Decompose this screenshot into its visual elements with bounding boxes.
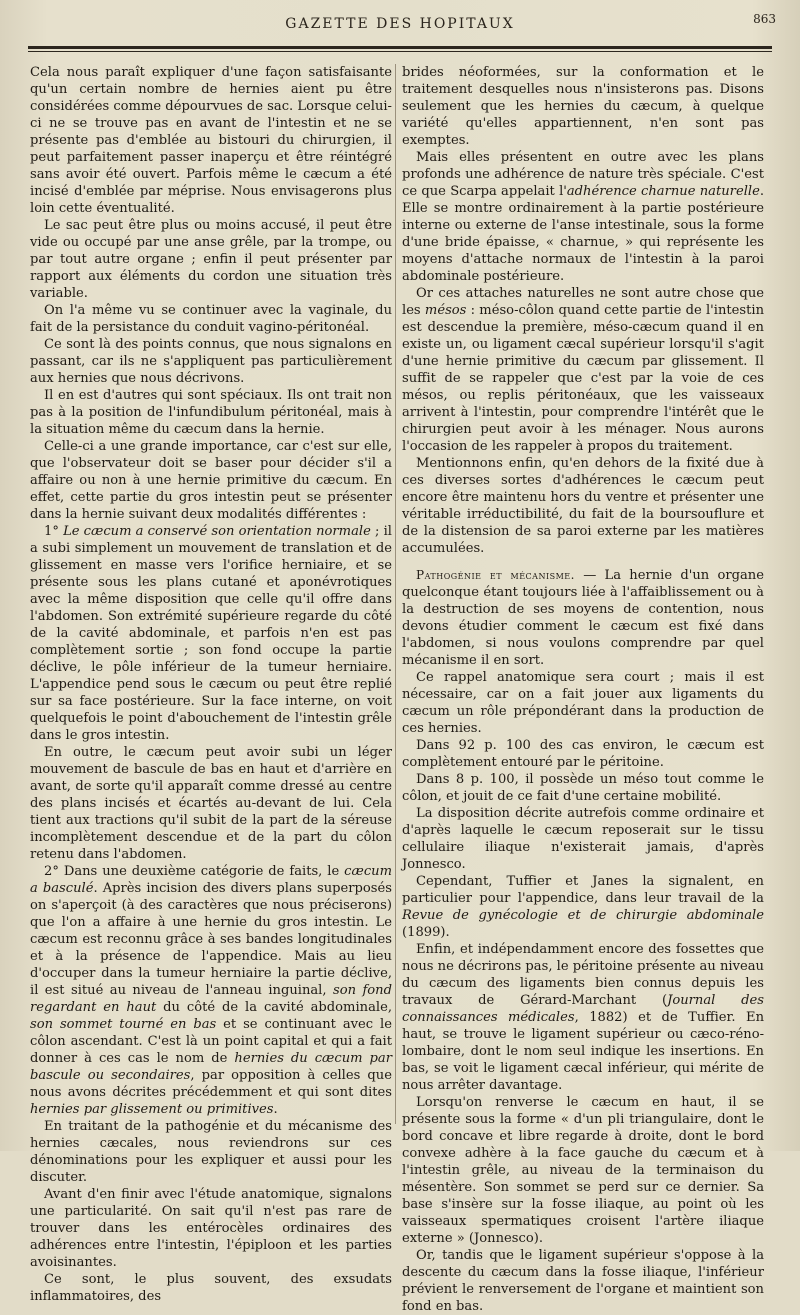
text-run: ; il a subi simplement un mouvement de translation et de glissement en masse vers l'orifice herniaire, et se présente sous les plans cutané et aponévrotiques avec la même disposition que celle qu'il offre dans l'abdomen. Son extrémité supérieure regarde du côté de la cavité abdominale, et parfois n'en est pas complètement sortie ; son fond occupe la partie déclive, le pôle inférieur de la tumeur herniaire. L'appendice pend sous le cæcum ou peut être replié sur sa face postérieure. Sur la face interne, on voit quelquefois le point d'abouchement de l'intestin grêle dans le gros intestin. [30,524,392,743]
italic-phrase: hernies du cæcum par bascule ou secondaires [30,1051,392,1083]
italic-phrase: mésos [424,303,467,318]
column-divider [395,64,396,1124]
text-run: Cependant, Tuffier et Janes la signalent, en particulier pour l'appendice, dans leur travail de la [402,874,764,906]
paragraph: La disposition décrite autrefois comme ordinaire et d'après laquelle le cæcum reposerait sur le tissu cellulaire iliaque n'existerait jamais, d'après Jonnesco. [402,806,764,872]
text-run: Enfin, et indépendamment encore des fossettes que nous ne décrirons pas, le péritoine présente au niveau du cæcum des ligaments bien connus depuis les travaux de Gérard-Marchant ( [402,942,764,1008]
paragraph: Avant d'en finir avec l'étude anatomique, signalons une particularité. On sait qu'il n'est pas rare de trouver dans les entérocèles ordinaires des adhérences entre l'intestin, l'épiploon et les parties avoisinantes. [30,1187,392,1270]
italic-phrase: hernies par glissement ou primitives [30,1102,274,1117]
paragraph: Lorsqu'on renverse le cæcum en haut, il se présente sous la forme « d'un pli triangulaire, dont le bord concave et libre regarde à droite, dont le bord convexe adhère à la face gauche du cæcum et à l'intestin grêle, au niveau de la terminaison du mésentère. Son sommet se perd sur ce dernier. Sa base s'insère sur la fosse iliaque, au point où les vaisseaux spermatiques croisent l'artère iliaque externe » (Jonnesco). [402,1095,764,1246]
italic-phrase: Journal des connaissances médicales [402,993,765,1025]
header-rule-thin [28,51,772,52]
paragraph [402,873,764,941]
left-column [30,64,392,1304]
paragraph: Mentionnons enfin, qu'en dehors de la fixité due à ces diverses sortes d'adhérences le cæcum peut encore être maintenu hors du ventre et présenter une véritable irréductibilité, du fait de la boursouflure et de la distension de sa paroi externe par les matières accumulées. [402,456,764,556]
list-number: 1° [44,524,64,539]
paragraph: Ce sont là des points connus, que nous signalons en passant, car ils ne s'appliquent pas particulièrement aux hernies que nous décrivons. [30,337,392,386]
paragraph: Dans 8 p. 100, il possède un méso tout comme le côlon, et jouit de ce fait d'une certaine mobilité. [402,772,764,804]
text-run: , par opposition à celles que nous avons décrites précédemment et qui sont dites [30,1068,392,1100]
paragraph: Cela nous paraît expliquer d'une façon satisfaisante qu'un certain nombre de hernies aient pu être considérées comme dépourvues de sac. Lorsque celui-ci ne se trouve pas en avant de l'intestin et ne se présente pas d'emblée au bistouri du chirurgien, il peut parfaitement passer inaperçu et être réintégré sans avoir été ouvert. Parfois même le cæcum a été incisé d'emblée par méprise. Nous envisagerons plus loin cette éventualité. [30,65,392,216]
paragraph: Dans 92 p. 100 des cas environ, le cæcum est complètement entouré par le péritoine. [402,738,764,770]
paragraph [30,523,392,744]
text-run: du côté de la cavité abdominale, [156,1000,392,1015]
right-column [402,64,765,1314]
paragraph [402,285,764,455]
section-heading-paragraph [402,567,764,669]
paragraph: brides néoformées, sur la conformation et le traitement desquelles nous n'insisterons pas. Disons seulement que les hernies du cæcum, à quelque variété qu'elles appartiennent, n'en sont pas exemptes. [402,65,764,148]
paragraph: Or, tandis que le ligament supérieur s'oppose à la descente du cæcum dans la fosse iliaque, l'inférieur prévient le renversement de l'organe et maintient son fond en bas. [402,1248,764,1314]
paragraph: En outre, le cæcum peut avoir subi un léger mouvement de bascule de bas en haut et d'arrière en avant, de sorte qu'il apparaît comme dressé au centre des plans incisés et écartés au-devant de lui. Cela tient aux tractions qu'il subit de la part de la séreuse incomplètement descendue et de la part du côlon retenu dans l'abdomen. [30,745,392,862]
paragraph: Il en est d'autres qui sont spéciaux. Ils ont trait non pas à la position de l'infundibulum péritonéal, mais à la situation même du cæcum dans la hernie. [30,388,392,437]
text-run: 2° Dans une deuxième catégorie de faits, le [44,864,345,879]
text-run: et se continuant avec le côlon ascendant. C'est là un point capital et qui a fait donner à ces cas le nom de [30,1017,392,1066]
text-run: . Elle se montre ordinairement à la partie postérieure interne ou externe de l'anse intestinale, sous la forme d'une bride épaisse, « charnue, » qui représente les moyens d'attache normaux de l'intestin à la paroi abdominale postérieure. [402,184,764,284]
text-run: Mais elles présentent en outre avec les plans profonds une adhérence de nature très spéciale. C'est ce que Scarpa appelait l' [402,150,764,199]
text-run: . [273,1102,278,1117]
italic-phrase: Le cæcum a conservé son orientation normale [63,524,371,539]
running-head: GAZETTE DES HOPITAUX [285,16,515,32]
italic-phrase: Revue de gynécologie et de chirurgie abdominale [402,908,764,923]
paragraph [402,941,764,1094]
paragraph: Le sac peut être plus ou moins accusé, il peut être vide ou occupé par une anse grêle, par la trompe, ou par tout autre organe ; enfin il peut présenter par rapport aux éléments du cordon une situation très variable. [30,218,392,301]
italic-phrase: cæcum a basculé [30,864,392,896]
text-run: : méso-côlon quand cette partie de l'intestin est descendue la première, méso-cæcum quand il en existe un, ou ligament cæcal supérieur lorsqu'il s'agit d'une hernie primitive du cæcum par glissement. Il suffit de se rappeler que c'est par la voie de ces mésos, ou replis péritonéaux, que les vaisseaux arrivent à l'intestin, pour comprendre l'intérêt que le chirurgien peut avoir à les ménager. Nous aurons l'occasion de les rappeler à propos du traitement. [402,303,764,454]
paragraph: Ce rappel anatomique sera court ; mais il est nécessaire, car on a fait jouer aux ligaments du cæcum un rôle prépondérant dans la production de ces hernies. [402,670,764,736]
header-rule-thick [28,46,772,49]
italic-phrase: adhérence charnue naturelle [566,184,760,199]
paragraph: Celle-ci a une grande importance, car c'est sur elle, que l'observateur doit se baser pour décider s'il a affaire ou non à une hernie primitive du cæcum. En effet, cette partie du gros intestin peut se présenter dans la hernie suivant deux modalités différentes : [30,439,392,522]
page-number: 863 [753,12,776,26]
paragraph [30,863,392,1118]
text-run: , 1882) et de Tuffier. En haut, se trouve le ligament supérieur ou cæco-réno-lombaire, dont le nom seul indique les insertions. En bas, se voit le ligament cæcal inférieur, qui mérite de nous arrêter davantage. [402,1010,764,1093]
text-run: (1899). [402,925,450,940]
paragraph: En traitant de la pathogénie et du mécanisme des hernies cæcales, nous reviendrons sur ces dénominations pour les expliquer et aussi pour les discuter. [30,1119,392,1185]
paragraph [402,149,764,285]
section-heading: Pathogénie et mécanisme. [416,568,575,582]
text-run: — La hernie d'un organe quelconque étant toujours liée à l'affaiblissement ou à la destruction de ses moyens de contention, nous devons étudier comment le cæcum est fixé dans l'abdomen, si nous voulons comprendre par quel mécanisme il en sort. [402,568,764,668]
page-header [28,12,776,58]
text-run: . Après incision des divers plans superposés on s'aperçoit (à des caractères que nous préciserons) que l'on a affaire à une hernie du gros intestin. Le cæcum est reconnu grâce à ses bandes longitudinales et à la présence de l'appendice. Mais au lieu d'occuper dans la tumeur herniaire la partie déclive, il est situé au niveau de l'anneau inguinal, [30,881,392,998]
text-run: Or ces attaches naturelles ne sont autre chose que les [402,286,764,318]
italic-phrase: son sommet tourné en bas [30,1017,217,1032]
italic-phrase: son fond regardant en haut [30,983,392,1015]
paragraph: On l'a même vu se continuer avec la vaginale, du fait de la persistance du conduit vagino-péritonéal. [30,303,392,335]
paragraph: Ce sont, le plus souvent, des exsudats inflammatoires, des [30,1272,392,1304]
